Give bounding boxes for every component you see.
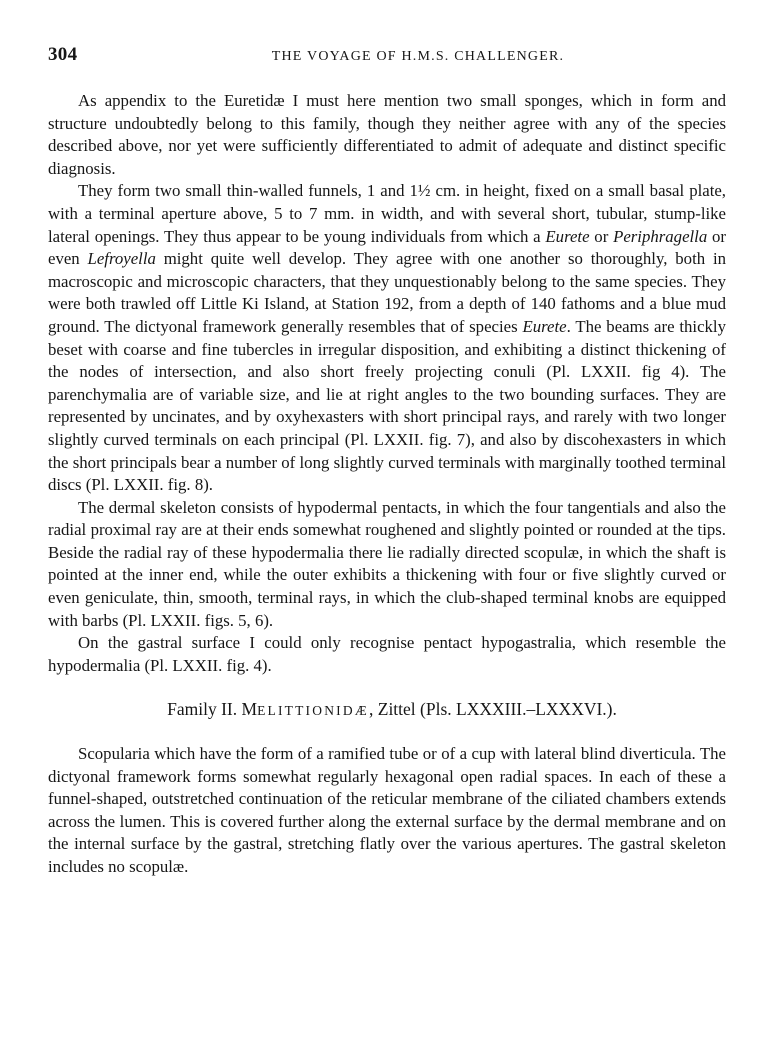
paragraph-gastral-surface: On the gastral surface I could only recognise pentact hypogastralia, which resemble the hypodermalia (Pl. LXXII. fig. 4). (48, 633, 726, 675)
genus-name: Eurete (522, 316, 567, 336)
genus-name: Lefroyella (87, 249, 156, 269)
genus-name: Eurete (545, 226, 590, 246)
genus-name: Periphragella (613, 226, 708, 246)
paragraph-dermal-skeleton: The dermal skeleton consists of hypodermal pentacts, in which the four tangentials and also the radial proximal ray are at their ends somewhat roughened and slightly pointed or rounded at the tips. Beside the radial ray of these hypodermalia there lie radially directed scopulæ, in which the shaft is pointed at the inner end, while the outer exhibits a thickening with four or five slightly curved or even geniculate, thin, smooth, terminal rays, in which the club-shaped terminal knobs are equipped with barbs (Pl. LXXII. figs. 5, 6). (48, 497, 726, 630)
body-text (48, 90, 726, 879)
page-number: 304 (48, 44, 78, 65)
paragraph-description: They form two small thin-walled funnels, 1 and 1½ cm. in height, fixed on a small basal plate, with a terminal aperture above, 5 to 7 mm. in width, and with several short, tubular, stump-like lateral openings. They thus appear to be young individuals from which a Eurete or Periphragella or even Lefroyella might quite well develop. They agree with one another so thoroughly, both in macroscopic and microscopic characters, that they unquestionably belong to the same species. They were both trawled off Little Ki Island, at Station 192, from a depth of 140 fathoms and a blue mud ground. The dictyonal framework generally resembles that of species Eurete. The beams are thickly beset with coarse and fine tubercles in irregular disposition, and exhibiting a distinct thickening of the nodes of intersection, and also short freely projecting conuli (Pl. LXXII. fig 4). The parenchymalia are of variable size, and lie at right angles to the two bounding surfaces. They are represented by uncinates, and by oxyhexasters with short principal rays, and rarely with two longer slightly curved terminals on each principal (Pl. LXXII. fig. 7), and also by discohexasters in which the short principals bear a number of long slightly curved terminals with marginally toothed terminal discs (Pl. LXXII. fig. 8). (48, 181, 727, 495)
paragraph-appendix: As appendix to the Euretidæ I must here mention two small sponges, which in form and structure undoubtedly belong to this family, though they neither agree with any of the species described above, nor yet were sufficiently differentiated to admit of adequate and distinct specific diagnosis. (48, 91, 726, 178)
paragraph-family-description: Scopularia which have the form of a ramified tube or of a cup with lateral blind diverticula. The dictyonal framework forms somewhat regularly hexagonal open radial spaces. In each of these a funnel-shaped, outstretched continuation of the reticular membrane of the ciliated chambers extends across the lumen. This is covered further along the external surface by the dermal membrane and on the internal surface by the gastral, stretching flatly over the various apertures. The gastral skeleton includes no scopulæ. (48, 744, 726, 876)
running-title: THE VOYAGE OF H.M.S. CHALLENGER. (271, 49, 565, 64)
page-header (48, 44, 748, 70)
section-heading: Family II. MELITTIONIDÆ, Zittel (Pls. LXXXIII.–LXXXVI.). (167, 699, 617, 720)
family-name: MELITTIONIDÆ (241, 699, 369, 720)
